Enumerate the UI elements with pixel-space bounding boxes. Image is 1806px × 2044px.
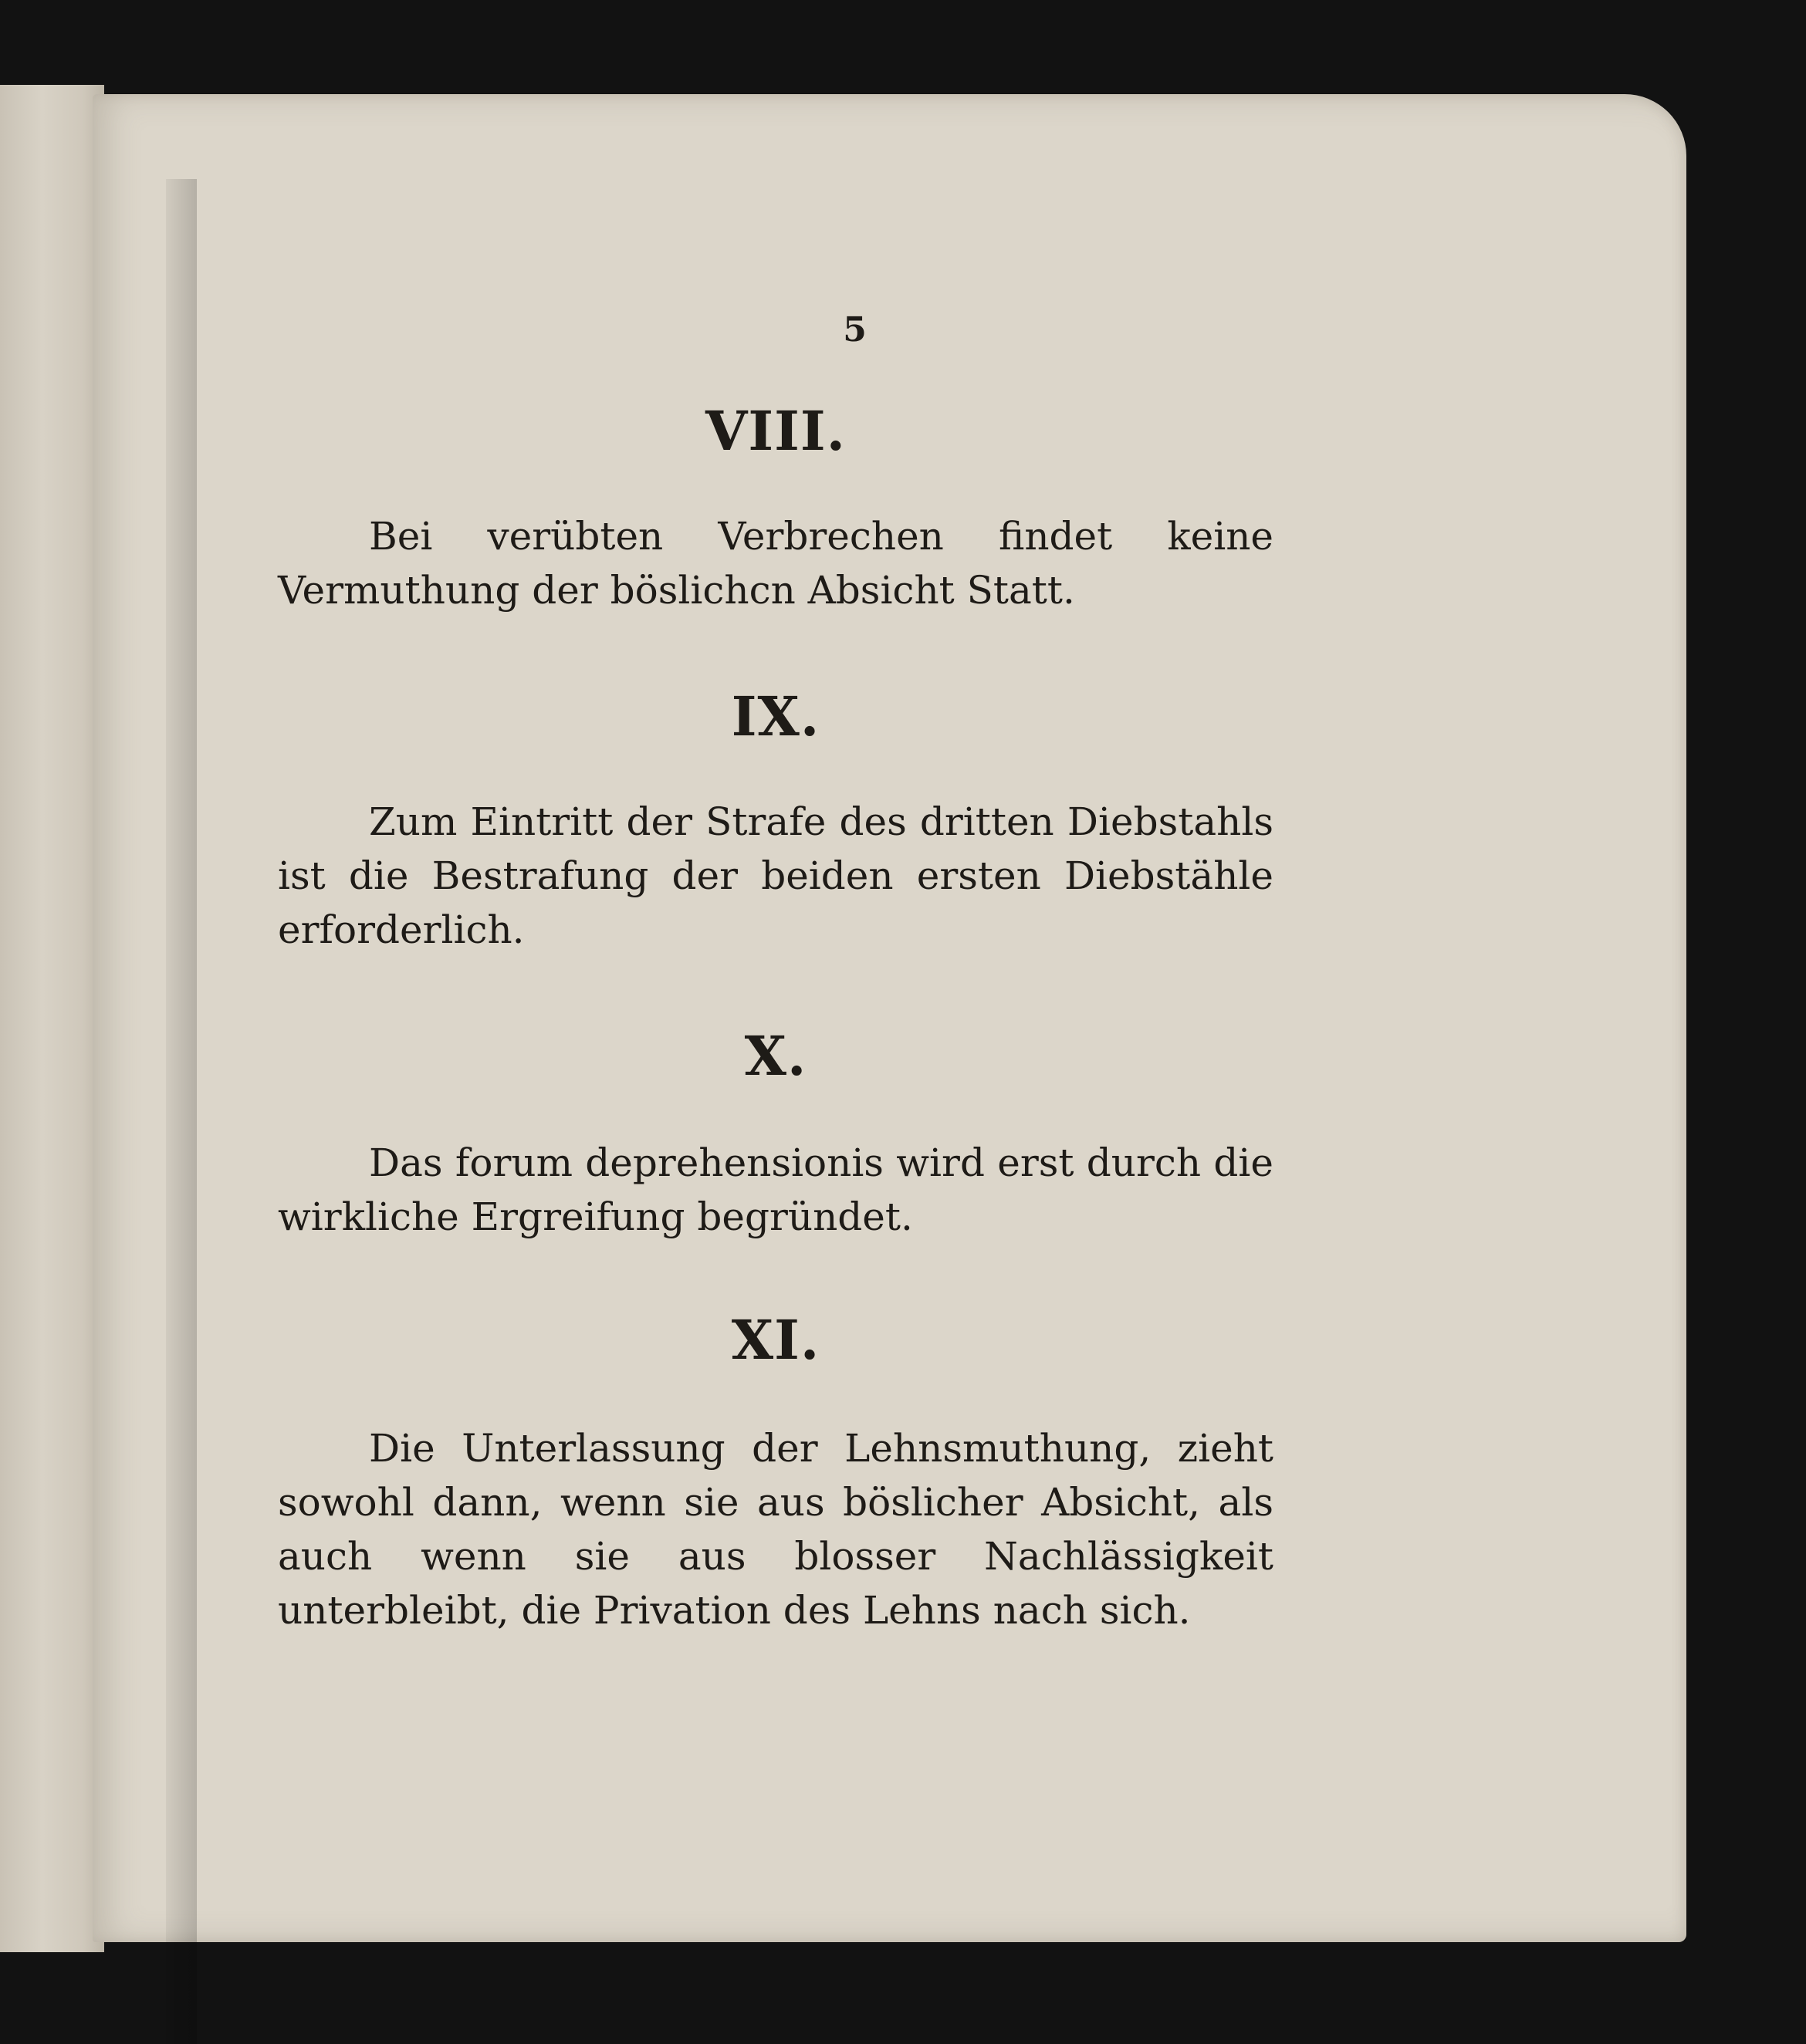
section-text-x: Das forum deprehensionis wird erst durch die wirkliche Ergreifung begründet.: [278, 1140, 1273, 1239]
previous-page-edge: [0, 85, 104, 1952]
section-text-xi: Die Unterlassung der Lehnsmuthung, zieht sowohl dann, wenn sie aus böslicher Absicht, als auch wenn sie aus blosser Nachlässigkeit unterbleibt, die Privation des Lehns nach sich.: [278, 1426, 1273, 1633]
section-text-ix: Zum Eintritt der Strafe des dritten Diebstahls ist die Bestrafung der beiden ersten Diebstähle erforderlich.: [278, 799, 1273, 952]
page-number: 5: [843, 310, 867, 350]
page-gutter-shadow: [166, 179, 197, 2044]
section-text-viii: Bei verübten Verbrechen findet keine Vermuthung der böslichcn Absicht Statt.: [278, 514, 1273, 613]
section-heading-ix: IX.: [731, 684, 820, 748]
book-page: [93, 94, 1686, 1942]
section-heading-xi: XI.: [731, 1308, 820, 1372]
section-heading-viii: VIII.: [705, 399, 846, 463]
section-heading-x: X.: [744, 1024, 807, 1088]
